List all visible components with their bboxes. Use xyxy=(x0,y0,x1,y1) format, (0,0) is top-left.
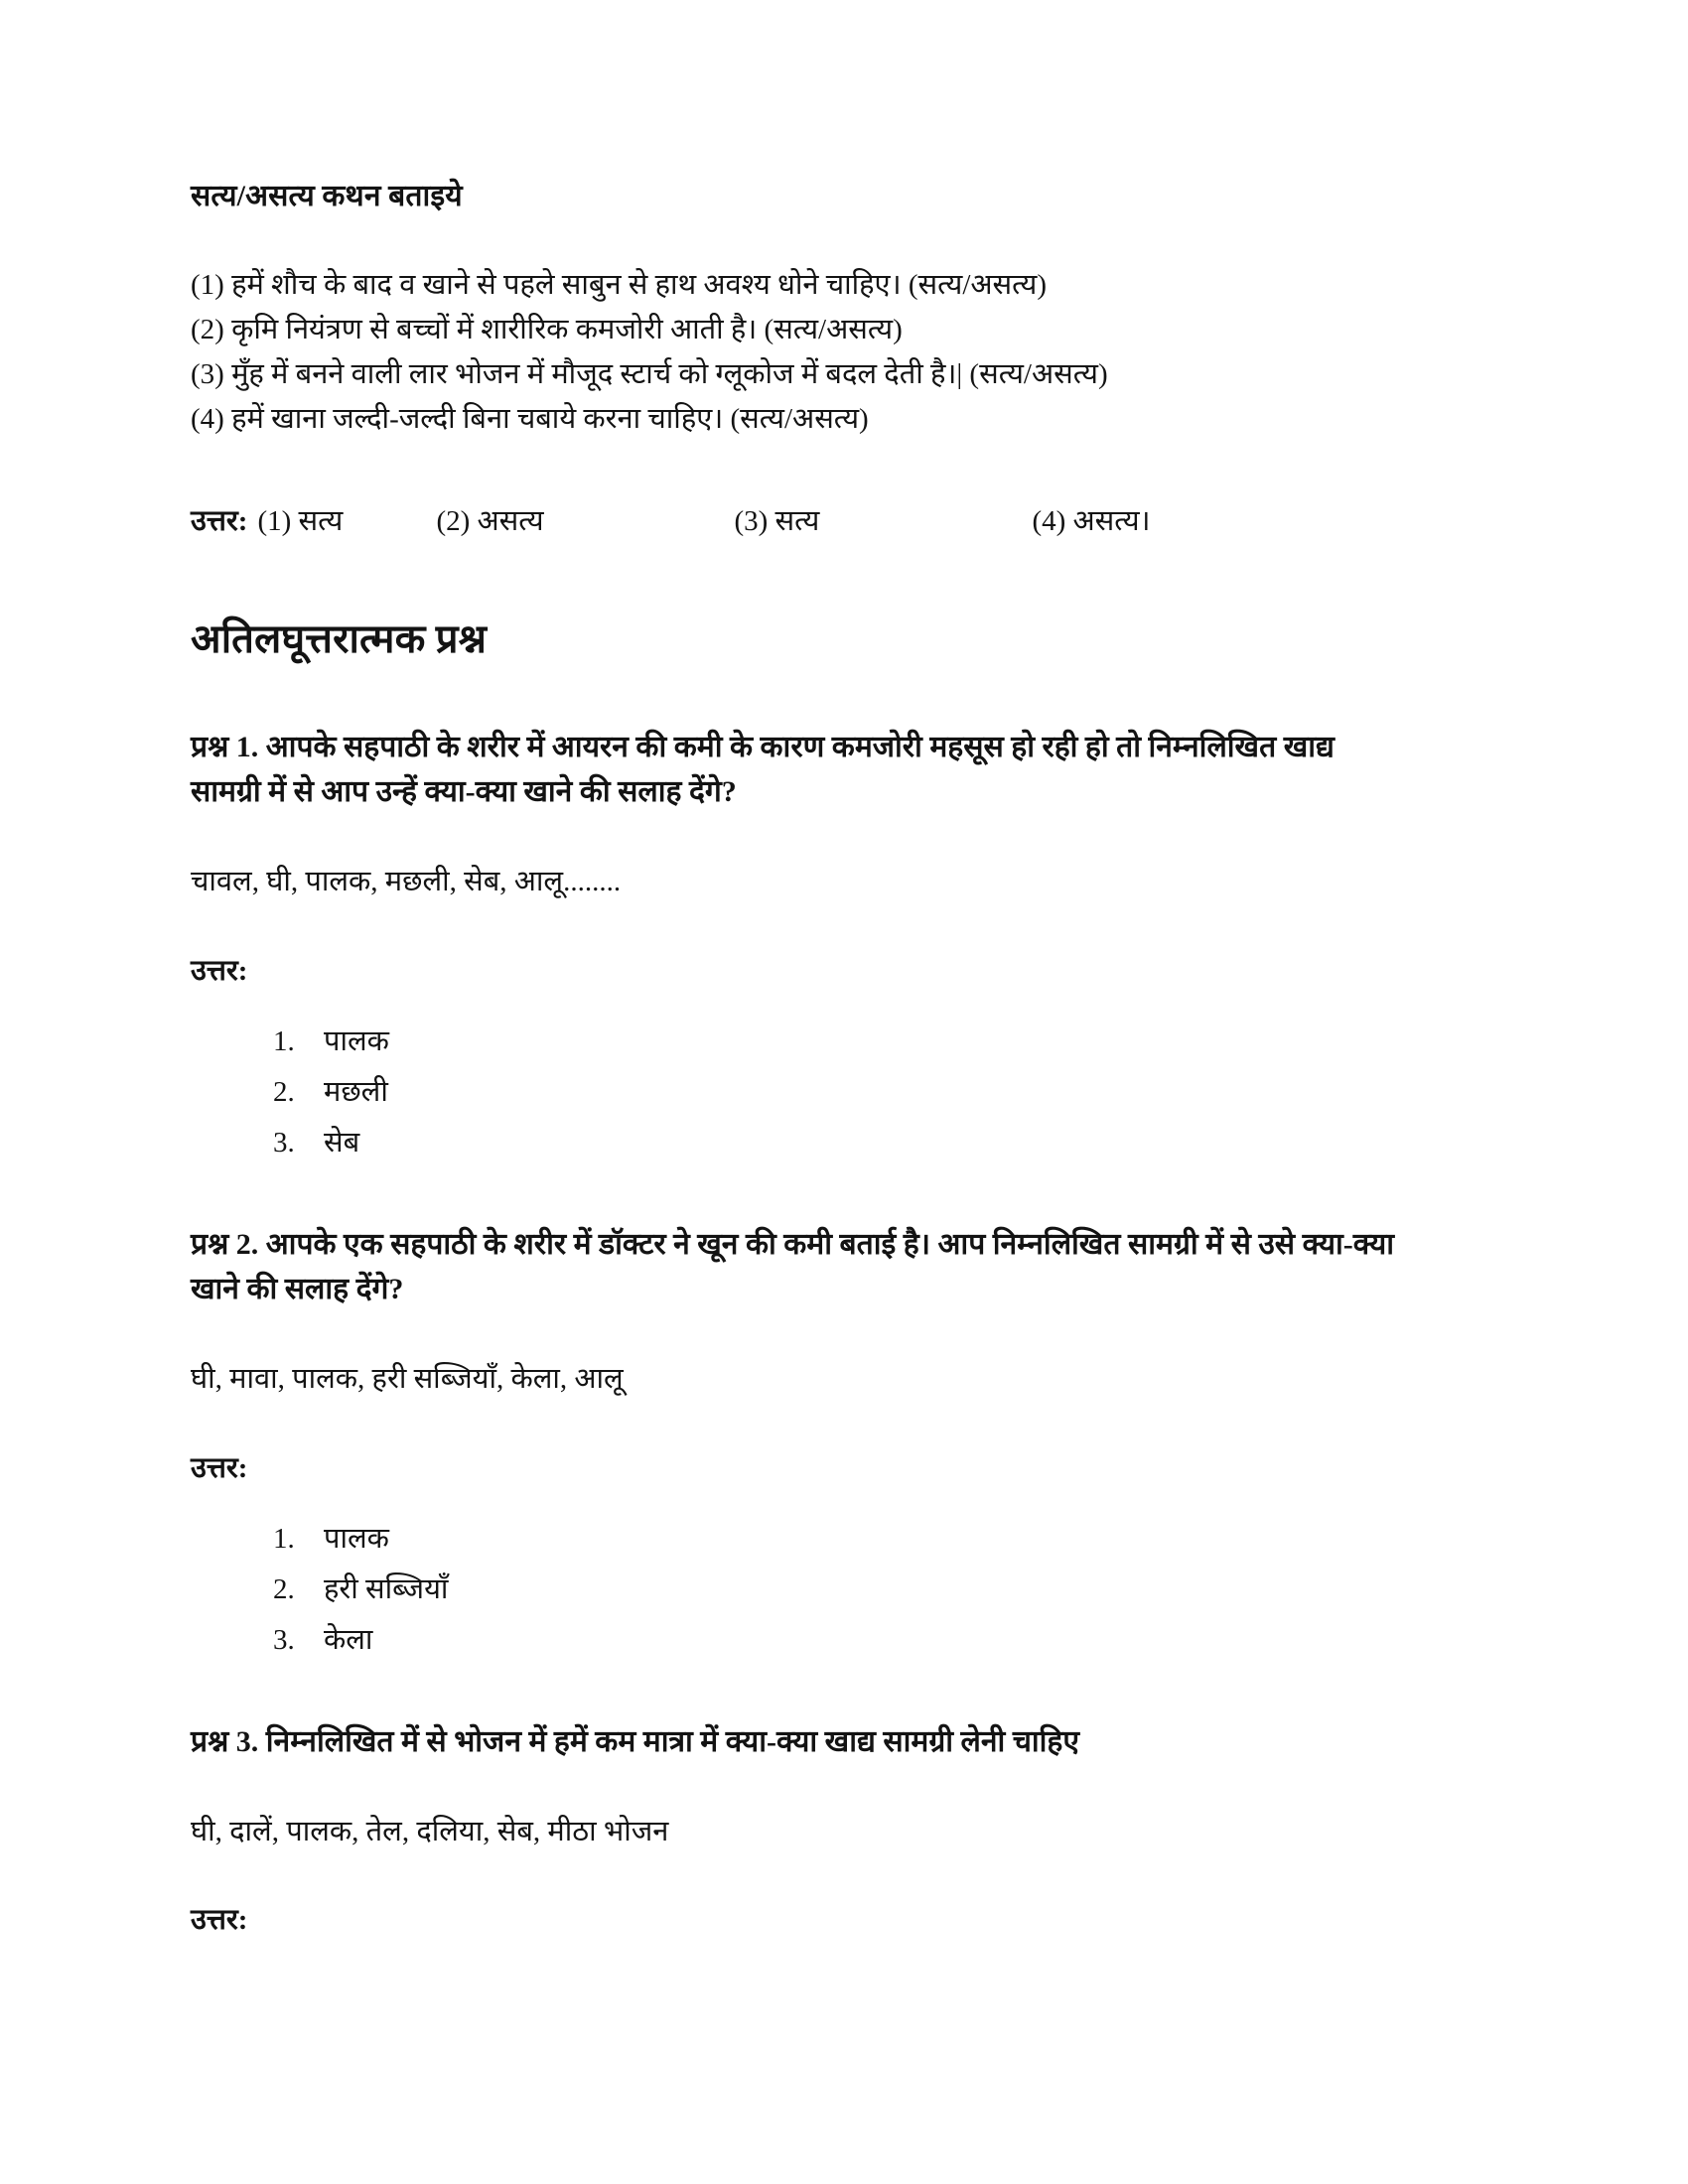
question-block xyxy=(191,1719,1489,1941)
list-item: 3. केला xyxy=(302,1623,1489,1658)
spacer xyxy=(191,1674,1489,1719)
question-options-line: घी, मावा, पालक, हरी सब्जियाँ, केला, आलू xyxy=(191,1362,624,1395)
answer-item-3: (3) सत्य xyxy=(734,505,820,538)
question-options-line: घी, दालें, पालक, तेल, दलिया, सेब, मीठा भोजन xyxy=(191,1815,669,1847)
question-block xyxy=(191,725,1489,1160)
list-item: 3. सेब xyxy=(302,1126,1489,1160)
list-item: 2. मछली xyxy=(302,1075,1489,1110)
true-false-answer-row xyxy=(191,501,1489,542)
true-false-statement: (1) हमें शौच के बाद व खाने से पहले साबुन से हाथ अवश्य धोने चाहिए। (सत्य/असत्य) xyxy=(191,268,1048,301)
spacer xyxy=(191,1764,1489,1810)
question-text: प्रश्न 2. आपके एक सहपाठी के शरीर में डॉक्टर ने खून की कमी बताई है। आप निम्नलिखित सामग्री में से उसे क्या-क्या खाने की सलाह देंगे? xyxy=(191,1227,1394,1305)
spacer xyxy=(191,1176,1489,1222)
answer-item-list xyxy=(191,1522,1489,1657)
answer-item-list xyxy=(191,1024,1489,1160)
answer-label: उत्तर: xyxy=(191,954,248,987)
spacer xyxy=(191,991,1489,1024)
spacer xyxy=(191,1311,1489,1357)
answer-label: उत्तर: xyxy=(191,505,248,538)
question-text: प्रश्न 3. निम्नलिखित में से भोजन में हमें कम मात्रा में क्या-क्या खाद्य सामग्री लेनी चाहिए xyxy=(191,1724,1079,1758)
spacer xyxy=(191,1854,1489,1900)
list-item: 2. हरी सब्जियाँ xyxy=(302,1572,1489,1607)
spacer xyxy=(191,905,1489,951)
true-false-statement: (2) कृमि नियंत्रण से बच्चों में शारीरिक कमजोरी आती है। (सत्य/असत्य) xyxy=(191,313,903,345)
answer-item-1: (1) सत्य xyxy=(257,505,344,538)
spacer xyxy=(191,665,1489,725)
question-text: प्रश्न 1. आपके सहपाठी के शरीर में आयरन की कमी के कारण कमजोरी महसूस हो रही हो तो निम्नलिखित खाद्य सामग्री में से आप उन्हें क्या-क्या खाने की सलाह देंगे? xyxy=(191,731,1335,809)
short-answer-section-heading: अतिलघूत्तरात्मक प्रश्न xyxy=(191,616,488,662)
spacer xyxy=(191,1488,1489,1522)
answer-item-4: (4) असत्य। xyxy=(1032,505,1151,538)
answer-label: उत्तर: xyxy=(191,1451,248,1484)
question-options-line: चावल, घी, पालक, मछली, सेब, आलू........ xyxy=(191,866,622,898)
true-false-statement-list xyxy=(191,263,1489,443)
list-item: 1. पालक xyxy=(302,1024,1489,1059)
spacer xyxy=(191,442,1489,501)
answer-label: उत्तर: xyxy=(191,1904,248,1937)
answer-item-2: (2) असत्य xyxy=(436,505,544,538)
spacer xyxy=(191,1403,1489,1448)
spacer xyxy=(191,814,1489,860)
true-false-statement: (4) हमें खाना जल्दी-जल्दी बिना चबाये करना चाहिए। (सत्य/असत्य) xyxy=(191,403,869,436)
question-block xyxy=(191,1222,1489,1658)
list-item: 1. पालक xyxy=(302,1522,1489,1557)
true-false-statement: (3) मुँह में बनने वाली लार भोजन में मौजूद स्टार्च को ग्लूकोज में बदल देती है।| (सत्य/असत्य) xyxy=(191,357,1108,390)
true-false-heading: सत्य/असत्य कथन बताइये xyxy=(191,180,463,212)
spacer xyxy=(191,217,1489,263)
spacer xyxy=(191,542,1489,614)
